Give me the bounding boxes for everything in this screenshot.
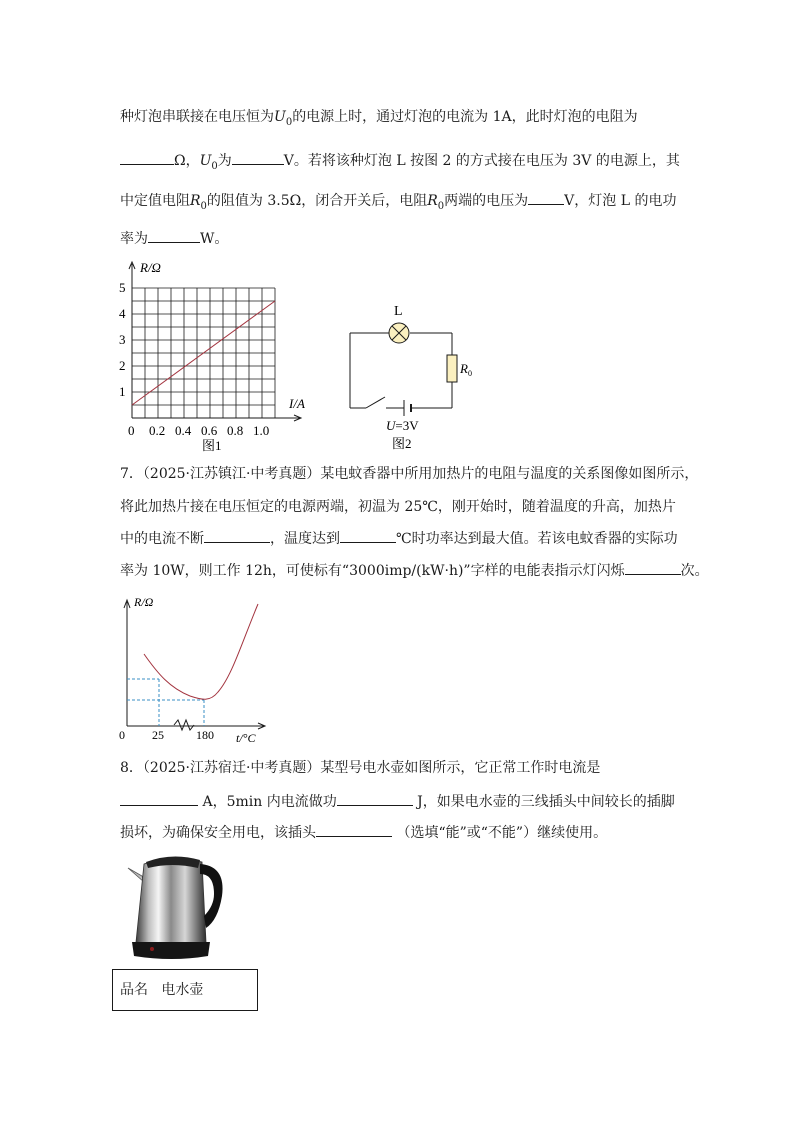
x-tick-label: 0: [119, 728, 125, 742]
q6-line-4: [120, 228, 228, 249]
q7-line-4: [120, 560, 709, 581]
var-r: R: [190, 193, 201, 209]
base: [132, 942, 210, 959]
q6-line-2: [120, 150, 680, 177]
text: 种灯泡串联接在电压恒为: [120, 109, 274, 125]
answer-blank[interactable]: [625, 560, 681, 575]
electric-kettle-image: [122, 850, 230, 965]
x-tick-label: 25: [152, 728, 164, 742]
x-axis-label: I/A: [289, 396, 305, 411]
figure-caption: 图2: [392, 436, 412, 451]
answer-blank[interactable]: [120, 150, 174, 165]
resistor-label: $R_0$: [460, 361, 472, 378]
text: 将此加热片接在电压恒定的电源两端，初温为 25℃，刚开始时，随着温度的升高，加热片: [120, 499, 676, 515]
table-value: 电水壶: [161, 982, 204, 998]
y-axis-label: R/Ω: [140, 260, 161, 275]
text: 中的电流不断: [120, 531, 204, 547]
var-u: U: [199, 153, 212, 169]
answer-blank[interactable]: [204, 528, 270, 543]
answer-blank[interactable]: [120, 791, 198, 806]
x-tick-label: 1.0: [253, 423, 270, 438]
lamp-icon: [389, 323, 409, 343]
text: （选填“能”或“不能”）继续使用。: [396, 825, 608, 841]
x-tick-label: 180: [196, 728, 214, 742]
q7-line-2: [120, 497, 676, 517]
text: 7．（2025·江苏镇江·中考真题）某电蚊香器中所用加热片的电阻与温度的关系图像如图所示，: [120, 466, 699, 482]
x-tick-label: 0: [128, 423, 135, 438]
lamp-label: L: [394, 304, 403, 319]
x-tick-label: 0.6: [201, 423, 218, 438]
text: 两端的电压为: [444, 193, 529, 209]
answer-blank[interactable]: [528, 190, 564, 205]
x-axis-label: t/°C: [236, 731, 256, 745]
switch-blade[interactable]: [366, 397, 385, 408]
x-tick-label: 0.2: [149, 423, 166, 438]
text: 的电源上时，通过灯泡的电流为 1A，此时灯泡的电阻为: [292, 109, 638, 125]
answer-blank[interactable]: [316, 822, 392, 837]
text: J，如果电水壶的三线插头中间较长的插脚: [417, 794, 675, 810]
text: 率为 10W，则工作 12h，可使标有“3000imp/(kW·h)”字样的电能表指示灯闪烁: [120, 563, 625, 579]
var-u: U: [274, 109, 286, 125]
x-tick-label: 0.8: [227, 423, 244, 438]
q8-line-2: [120, 791, 675, 812]
y-tick-label: 5: [119, 280, 126, 295]
spout: [128, 868, 144, 882]
q8-line-1: [120, 758, 600, 778]
text: 损坏，为确保安全用电，该插头: [120, 825, 316, 841]
figure-2-circuit: [340, 296, 470, 456]
text: A，5min 内电流做功: [202, 794, 337, 810]
text: 8．（2025·江苏宿迁·中考真题）某型号电水壶如图所示，它正常工作时电流是: [120, 760, 601, 776]
text: ，温度达到: [270, 531, 340, 547]
text: 的阻值为 3.5Ω，闭合开关后，电阻: [206, 193, 428, 209]
indicator-light: [150, 947, 154, 951]
text: ℃时功率达到最大值。若该电蚊香器的实际功: [396, 531, 678, 547]
product-name-table: [112, 969, 258, 1011]
series-curve: [144, 604, 258, 699]
text: 率为: [120, 231, 148, 247]
guide-lines: [127, 679, 204, 726]
y-tick-label: 3: [119, 332, 126, 347]
sub: 0: [285, 116, 293, 128]
kettle-body: [136, 858, 206, 945]
answer-blank[interactable]: [148, 228, 200, 243]
text: 为: [217, 153, 232, 169]
sub: 0: [437, 200, 445, 212]
text: V，灯泡 L 的电功: [564, 193, 677, 209]
figure-1-chart: [112, 258, 317, 456]
battery-icon: [404, 400, 411, 416]
text: W。: [200, 231, 229, 247]
y-tick-label: 2: [119, 358, 126, 373]
q6-line-1: [120, 107, 638, 133]
q7-line-1: [120, 464, 698, 484]
resistor-icon: [447, 355, 457, 382]
answer-blank[interactable]: [337, 791, 413, 806]
text: Ω，: [174, 153, 200, 169]
answer-blank[interactable]: [340, 528, 396, 543]
answer-blank[interactable]: [232, 150, 284, 165]
figure-3-chart: [112, 590, 272, 750]
sub: 0: [200, 200, 207, 212]
axis-break-mark: [174, 720, 194, 730]
table-label: 品名: [120, 982, 148, 998]
y-tick-label: 4: [119, 306, 126, 321]
text: V。若将该种灯泡 L 按图 2 的方式接在电压为 3V 的电源上，其: [283, 153, 680, 169]
var-r: R: [427, 193, 438, 209]
source-label: U=3V: [386, 418, 419, 433]
text: 中定值电阻: [120, 193, 190, 209]
y-axis-label: R/Ω: [134, 595, 154, 609]
q6-line-3: [120, 190, 676, 217]
q8-line-3: [120, 822, 607, 843]
y-tick-label: 1: [119, 384, 126, 399]
sub: 0: [211, 160, 218, 172]
q7-line-3: [120, 528, 678, 549]
text: 次。: [680, 563, 709, 579]
x-tick-label: 0.4: [175, 423, 192, 438]
figure-caption: 图1: [202, 438, 222, 453]
